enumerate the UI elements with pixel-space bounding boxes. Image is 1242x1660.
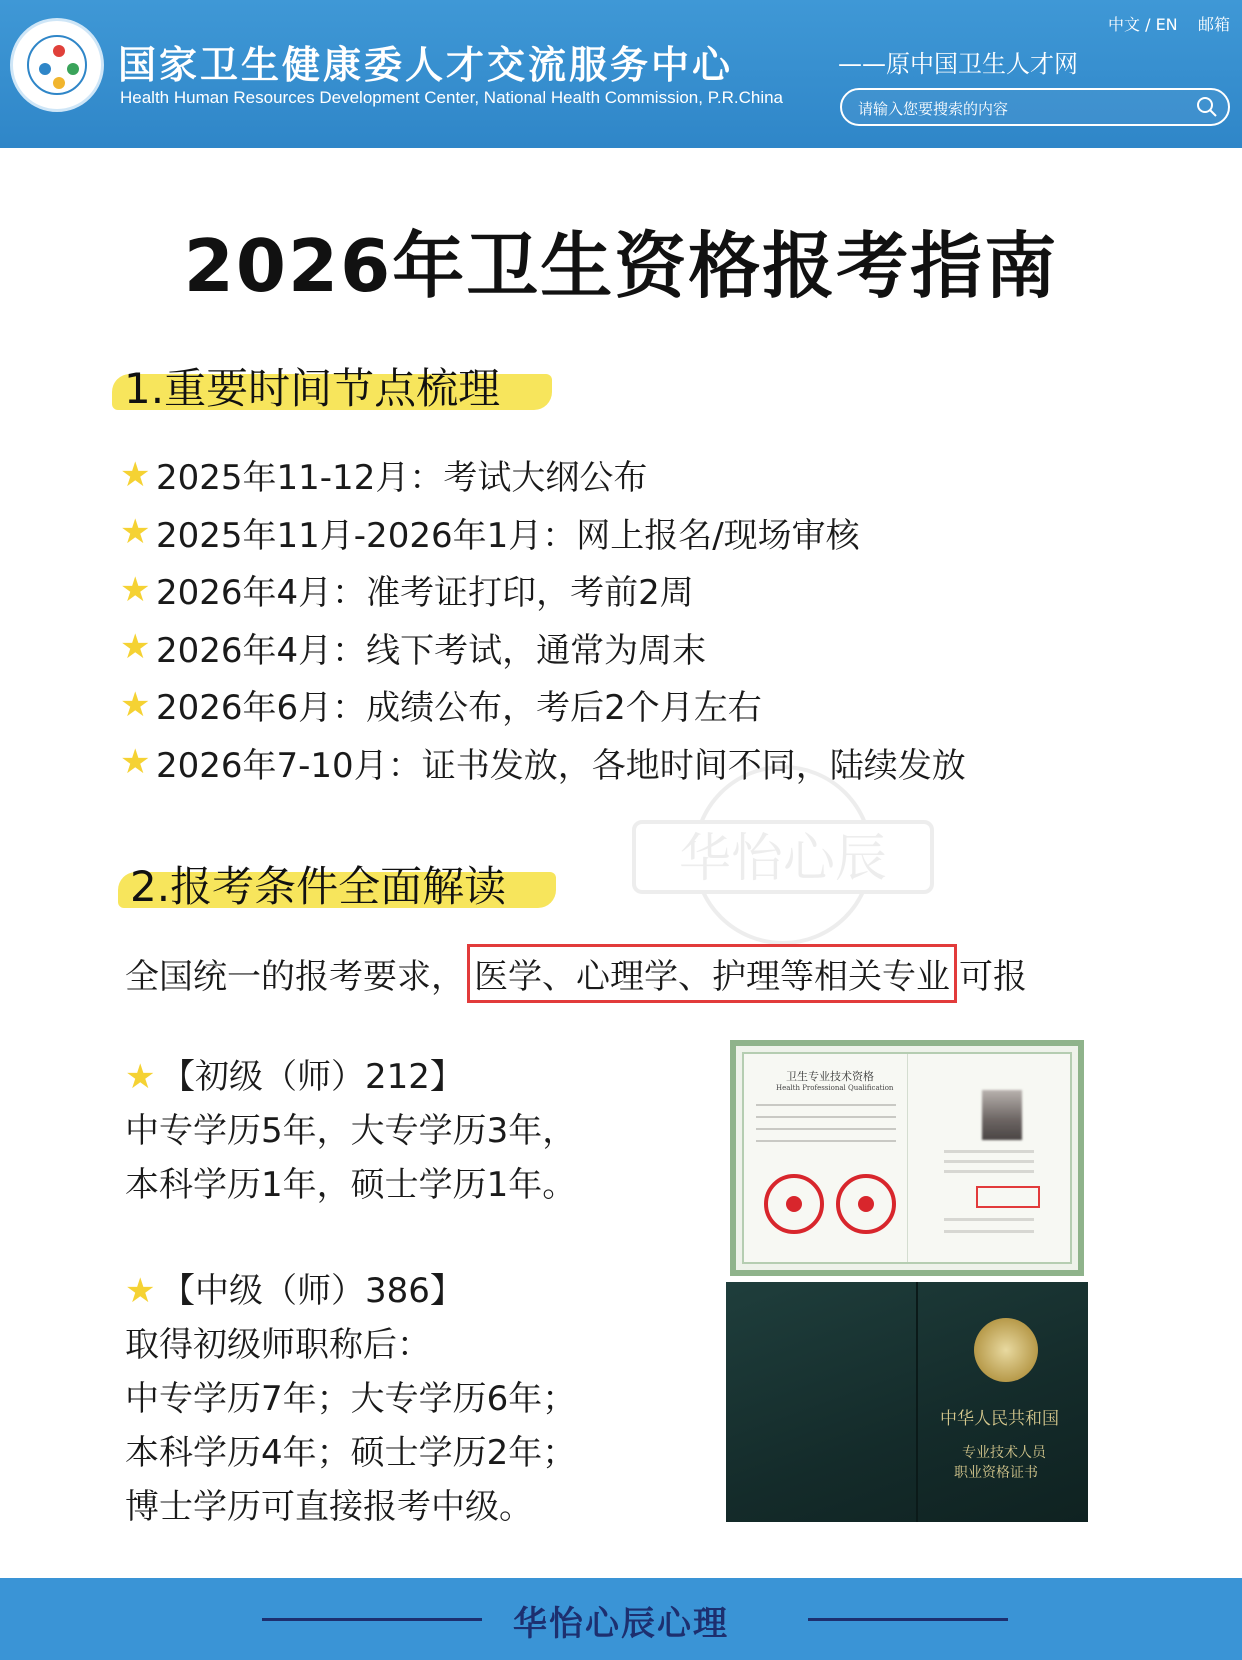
language-switch[interactable]: 中文 / EN [1108, 15, 1178, 34]
org-name-en: Health Human Resources Development Center, National Health Commission, P.R.China [120, 88, 783, 107]
page-title: 2026年卫生资格报考指南 [183, 224, 1059, 308]
cover-line1: 中华人民共和国 [940, 1409, 1059, 1429]
condition-pre: 全国统一的报考要求， [125, 957, 465, 997]
cover-spine [916, 1282, 918, 1522]
star-icon: ★ [120, 512, 151, 553]
timeline-text: 2026年4月：准考证打印，考前2周 [156, 573, 694, 614]
timeline-text: 2025年11-12月：考试大纲公布 [156, 458, 648, 499]
field-line [944, 1160, 1034, 1163]
field-line [944, 1218, 1034, 1221]
star-icon: ★ [120, 742, 151, 783]
footer-bar [0, 1578, 1242, 1660]
search-input[interactable] [840, 88, 1230, 126]
intermediate-level-block [125, 1264, 576, 1534]
star-icon: ★ [120, 454, 151, 495]
certificate-left-page [744, 1054, 908, 1262]
list-item [120, 504, 966, 562]
text-line [756, 1116, 896, 1118]
timeline-text: 2026年4月：线下考试，通常为周末 [156, 630, 707, 671]
section2-heading [118, 854, 556, 912]
star-icon: ★ [125, 1057, 156, 1097]
certificate-cover-image [726, 1282, 1088, 1522]
former-name: ——原中国卫生人才网 [838, 50, 1078, 78]
junior-line: 中专学历5年，大专学历3年， [125, 1111, 577, 1151]
timeline-text: 2026年7-10月：证书发放，各地时间不同，陆续发放 [156, 745, 966, 786]
timeline-text: 2026年6月：成绩公布，考后2个月左右 [156, 688, 762, 729]
field-line [944, 1150, 1034, 1153]
junior-title: 【初级（师）212】 [161, 1057, 464, 1097]
junior-level-block [125, 1050, 576, 1212]
section1-heading [112, 356, 552, 414]
org-name-cn: 国家卫生健康委人才交流服务中心 [118, 43, 734, 87]
condition-highlight-box: 医学、心理学、护理等相关专业 [467, 944, 957, 1003]
logo-figure-red [53, 45, 65, 57]
field-line [944, 1230, 1034, 1233]
intermediate-line: 中专学历7年；大专学历6年； [125, 1379, 577, 1419]
logo-figure-yellow [53, 77, 65, 89]
intermediate-line: 本科学历4年；硕士学历2年； [125, 1433, 577, 1473]
photo-blurred [982, 1090, 1022, 1140]
certificate-open-image [730, 1040, 1084, 1276]
logo-figure-green [67, 63, 79, 75]
star-icon: ★ [125, 1271, 156, 1311]
field-line [944, 1170, 1034, 1173]
certificate-title: 卫生专业技术资格 [786, 1070, 874, 1083]
search-placeholder: 请输入您要搜索的内容 [858, 100, 1009, 118]
highlight-box [976, 1186, 1040, 1208]
list-item [120, 446, 966, 504]
logo-figure-blue [39, 63, 51, 75]
list-item [120, 619, 966, 677]
section1-heading-text: 1.重要时间节点梳理 [124, 364, 501, 413]
watermark-text: 华怡心辰 [678, 829, 888, 889]
timeline-text: 2025年11月-2026年1月：网上报名/现场审核 [156, 515, 860, 556]
section2-heading-text: 2.报考条件全面解读 [130, 862, 507, 911]
org-logo[interactable] [10, 18, 104, 112]
national-emblem-icon [974, 1318, 1038, 1382]
list-item [120, 676, 966, 734]
intermediate-line: 取得初级师职称后： [125, 1325, 431, 1365]
intermediate-title-row [125, 1264, 576, 1318]
intermediate-title: 【中级（师）386】 [161, 1271, 464, 1311]
text-line [756, 1128, 896, 1130]
certificate-subtitle: Health Professional Qualification [776, 1084, 894, 1092]
junior-line: 本科学历1年，硕士学历1年。 [125, 1165, 577, 1205]
text-line [756, 1104, 896, 1106]
mail-link[interactable]: 邮箱 [1198, 15, 1231, 34]
text-line [756, 1140, 896, 1142]
star-icon: ★ [120, 569, 151, 610]
site-header [0, 0, 1242, 148]
condition-post: 可报 [959, 957, 1027, 997]
star-icon: ★ [120, 627, 151, 668]
red-seal [764, 1174, 824, 1234]
search-icon[interactable] [1196, 96, 1218, 118]
timeline-list [120, 446, 966, 791]
cover-line3: 职业资格证书 [954, 1465, 1038, 1481]
condition-line [125, 944, 1027, 1003]
cover-line2: 专业技术人员 [962, 1445, 1046, 1461]
intermediate-line: 博士学历可直接报考中级。 [125, 1487, 533, 1527]
junior-title-row [125, 1050, 576, 1104]
footer-brand: 华怡心辰心理 [513, 1604, 729, 1644]
watermark-stamp [628, 760, 938, 950]
certificate-inner [742, 1052, 1072, 1264]
red-seal [836, 1174, 896, 1234]
star-icon: ★ [120, 684, 151, 725]
list-item [120, 561, 966, 619]
